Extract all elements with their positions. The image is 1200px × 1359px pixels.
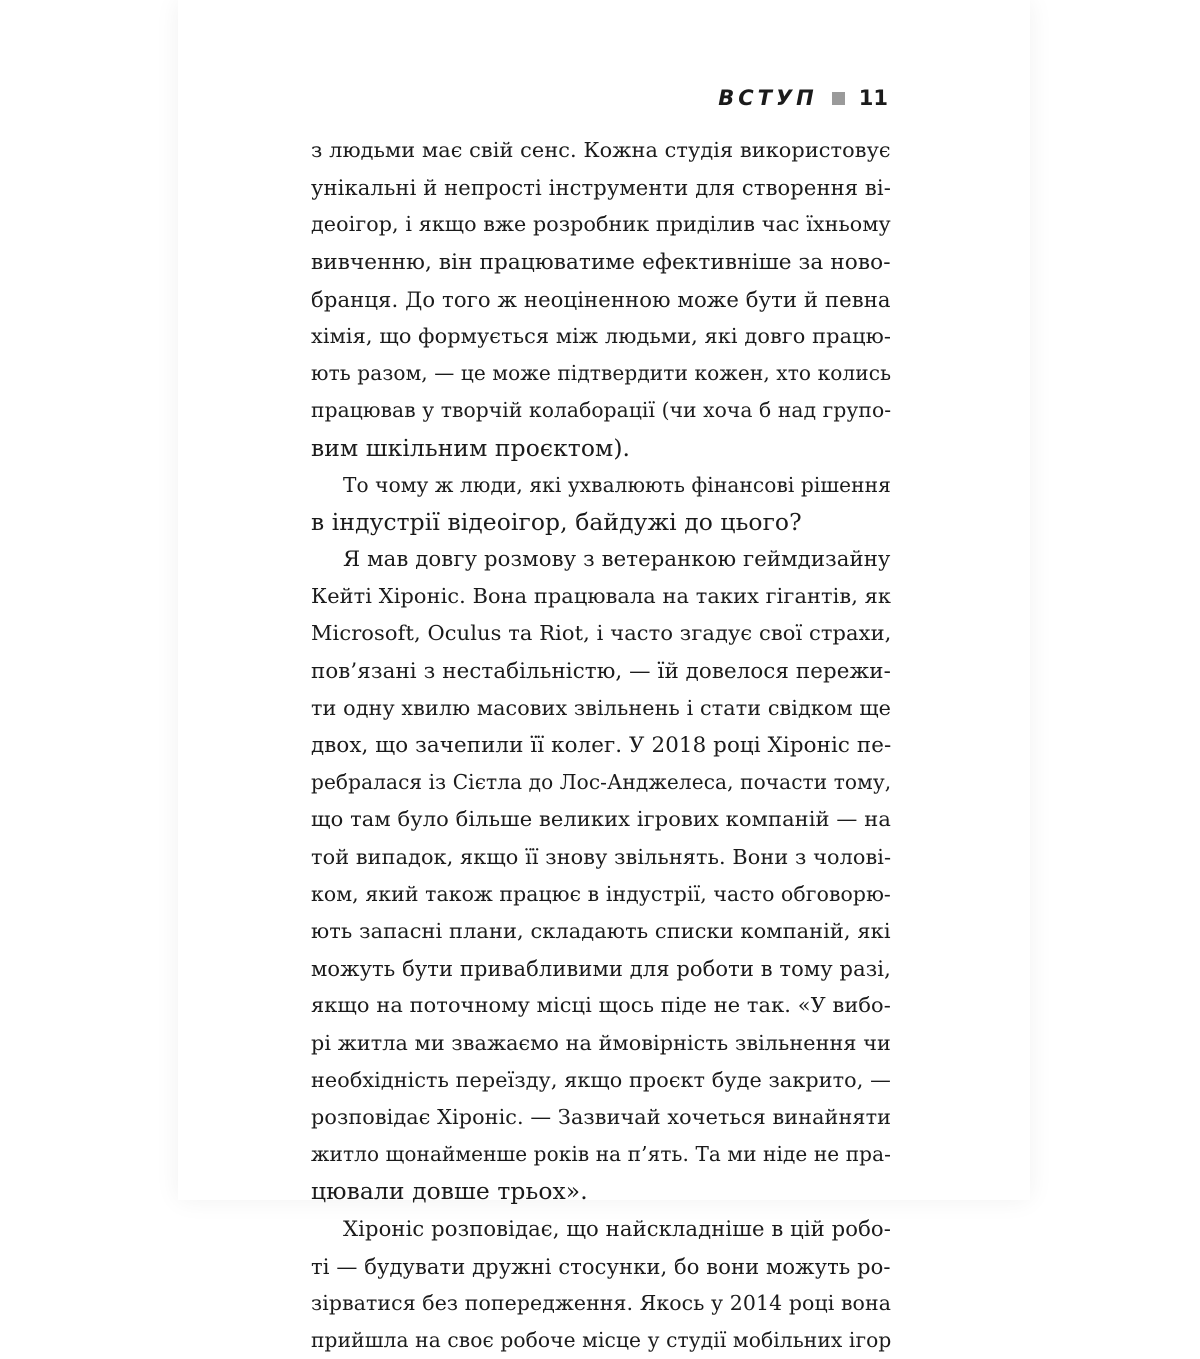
text-line: рі житла ми зважаємо на ймовірність звільнення чи xyxy=(311,1030,891,1055)
text-line: з людьми має свій сенс. Кожна студія використовує xyxy=(311,138,891,162)
text-line: той випадок, якщо її знову звільнять. Вони з чолові- xyxy=(311,844,892,869)
text-line: цювали довше трьох». xyxy=(311,1177,588,1206)
text-line: розповідає Хіроніс. — Зазвичай хочеться винайняти xyxy=(311,1104,892,1129)
text-line: прийшла на своє робоче місце у студії мобільних ігор xyxy=(311,1328,892,1352)
text-line: зірватися без попередження. Якось у 2014 році вона xyxy=(311,1290,891,1315)
text-line: ти одну хвилю масових звільнень і стати свідком ще xyxy=(311,695,892,720)
text-line: То чому ж люди, які ухвалюють фінансові рішення xyxy=(343,472,891,497)
text-line: вим шкільним проєктом). xyxy=(311,433,631,462)
text-line: працював у творчій колаборації (чи хоча б над групо- xyxy=(311,398,892,423)
text-line: Кейті Хіроніс. Вона працювала на таких гігантів, як xyxy=(311,584,892,609)
text-line: двох, що зачепили її колег. У 2018 році Хіроніс пе- xyxy=(311,733,892,758)
text-line: вивченню, він працюватиме ефективніше за ново- xyxy=(311,249,891,275)
text-line: деоігор, і якщо вже розробник приділив час їхньому xyxy=(311,212,891,237)
text-line: унікальні й непрості інструменти для створення ві- xyxy=(311,175,891,201)
text-line: ють запасні плани, складають списки компаній, які xyxy=(311,918,891,943)
text-line: Microsoft, Oculus та Riot, і часто згадує свої страхи, xyxy=(311,621,892,646)
text-line: в індустрії відеоігор, байдужі до цього? xyxy=(311,507,802,536)
chapter-title: ВСТУП xyxy=(718,86,818,110)
text-line: ребралася із Сієтла до Лос-Анджелеса, почасти тому, xyxy=(311,770,892,795)
text-line: пов’язані з нестабільністю, — їй довелося пережи- xyxy=(311,658,891,684)
text-line: бранця. До того ж неоціненною може бути й певна xyxy=(311,286,891,312)
text-line: хімія, що формується між людьми, які довго працю- xyxy=(311,323,891,348)
text-line: необхідність переїзду, якщо проєкт буде закрито, — xyxy=(311,1067,891,1092)
text-line: якщо на поточному місці щось піде не так. «У вибо- xyxy=(311,993,891,1018)
text-line: що там було більше великих ігрових компаній — на xyxy=(311,807,891,832)
text-line: житло щонайменше років на п’ять. Та ми ніде не пра- xyxy=(311,1142,892,1167)
text-line: можуть бути привабливими для роботи в тому разі, xyxy=(311,956,891,982)
body-text xyxy=(311,132,892,1359)
running-head xyxy=(718,86,888,110)
text-line: ком, який також працює в індустрії, часто обговорю- xyxy=(311,881,891,906)
text-line: ють разом, — це може підтвердити кожен, хто колись xyxy=(311,361,892,386)
text-line: ті — будувати дружні стосунки, бо вони можуть ро- xyxy=(311,1253,891,1279)
text-line: Я мав довгу розмову з ветеранкою геймдизайну xyxy=(343,547,891,573)
page-number: 11 xyxy=(858,86,888,110)
text-line: Хіроніс розповідає, що найскладніше в цій робо- xyxy=(343,1216,891,1242)
square-bullet-icon xyxy=(832,92,845,105)
